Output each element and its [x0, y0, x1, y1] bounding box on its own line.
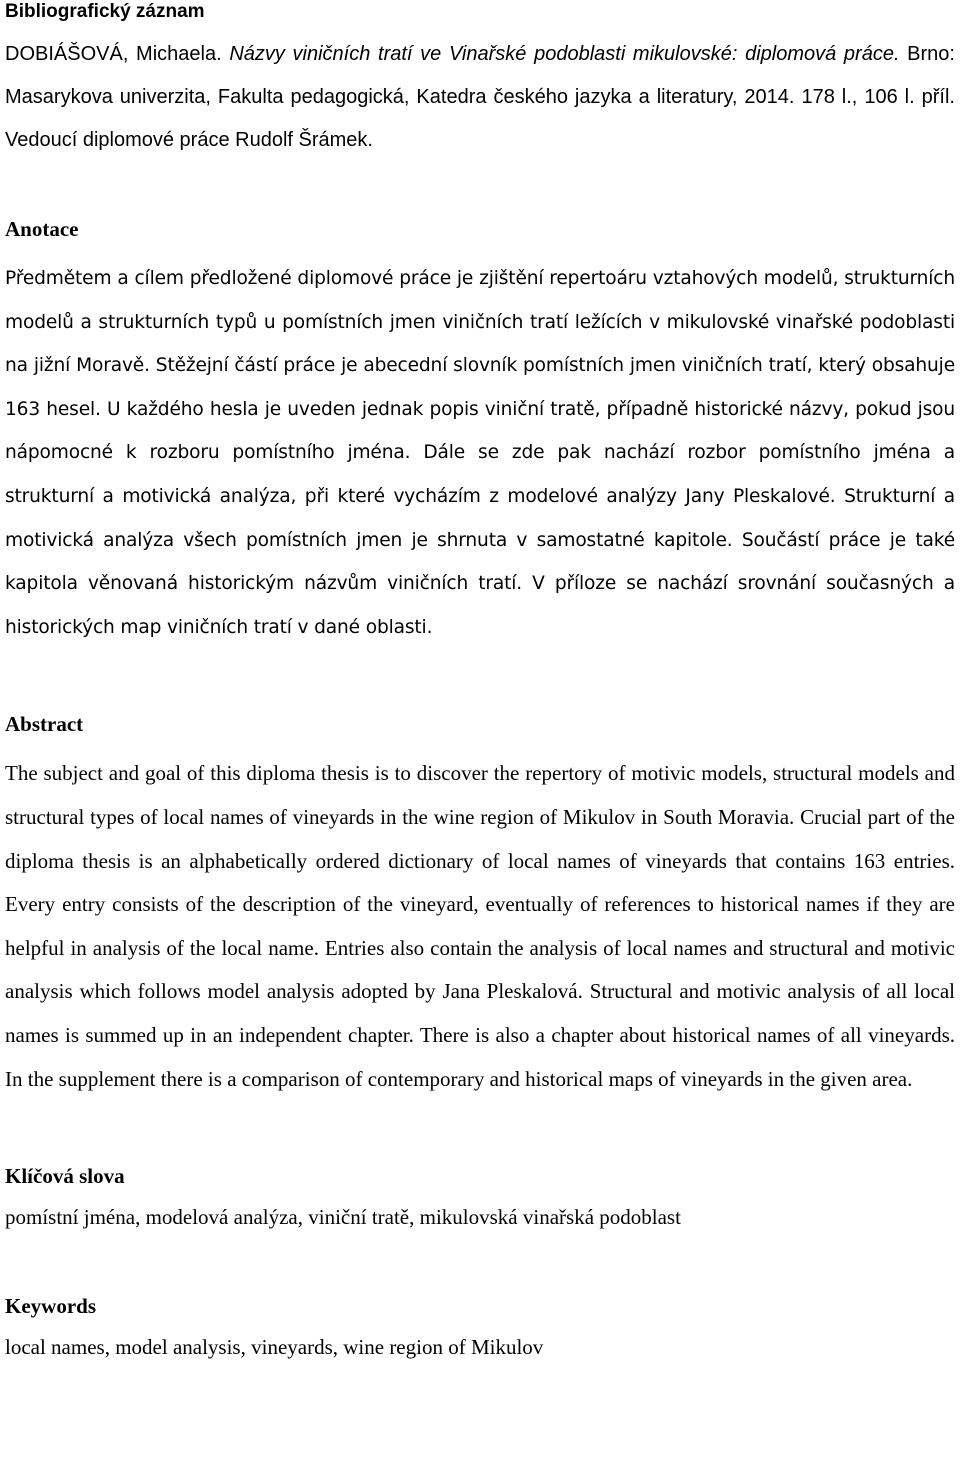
anotace-heading: Anotace [5, 217, 79, 241]
klicova-slova-heading: Klíčová slova [5, 1164, 125, 1189]
bib-author: DOBIÁŠOVÁ, Michaela. [5, 43, 222, 65]
abstract-heading: Abstract [5, 712, 84, 737]
bib-publication: Brno: Masarykova univerzita, Fakulta pedagogická, Katedra českého jazyka a literatury, 2014. 178 l., 106 l. příl. Vedoucí diplomové práce Rudolf Šrámek. [5, 43, 955, 151]
anotace-text: Předmětem a cílem předložené diplomové práce je zjištění repertoáru vztahových modelů, strukturních modelů a strukturních typů u pomístních jmen viničních tratí ležících v mikulovské vinařské podoblasti na jižní Moravě. Stěžejní částí práce je abecední slovník pomístních jmen viničních tratí, který obsahuje 163 hesel. U každého hesla je uveden jednak popis viniční tratě, případně historické názvy, pokud jsou nápomocné k rozboru pomístního jména. Dále se zde pak nachází rozbor pomístního jména a strukturní a motivická analýza, při které vycházím z modelové analýzy Jany Pleskalové. Strukturní a motivická analýza všech pomístních jmen je shrnuta v samostatné kapitole. Součástí práce je také kapitola věnovaná historickým názvům viničních tratí. V příloze se nachází srovnání současných a historických map viničních tratí v dané oblasti. [5, 268, 955, 638]
keywords-text: local names, model analysis, vineyards, wine region of Mikulov [5, 1335, 544, 1360]
bibliographic-record-text [5, 33, 955, 162]
document-page [5, 0, 955, 1361]
abstract-text: The subject and goal of this diploma thesis is to discover the repertory of motivic models, structural models and structural types of local names of vineyards in the wine region of Mikulov in South Moravia. Crucial part of the diploma thesis is an alphabetically ordered dictionary of local names of vineyards that contains 163 entries. Every entry consists of the description of the vineyard, eventually of references to historical names if they are helpful in analysis of the local name. Entries also contain the analysis of local names and structural and motivic analysis which follows model analysis adopted by Jana Pleskalová. Structural and motivic analysis of all local names is summed up in an independent chapter. There is also a chapter about historical names of all vineyards. In the supplement there is a comparison of contemporary and historical maps of vineyards in the given area. [5, 761, 955, 1091]
bib-title: Názvy viničních tratí ve Vinařské podoblasti mikulovské: diplomová práce. [229, 43, 900, 65]
klicova-slova-text: pomístní jména, modelová analýza, viniční tratě, mikulovská vinařská podoblast [5, 1205, 681, 1230]
bibliographic-record-heading: Bibliografický záznam [5, 1, 205, 22]
keywords-heading: Keywords [5, 1294, 96, 1319]
